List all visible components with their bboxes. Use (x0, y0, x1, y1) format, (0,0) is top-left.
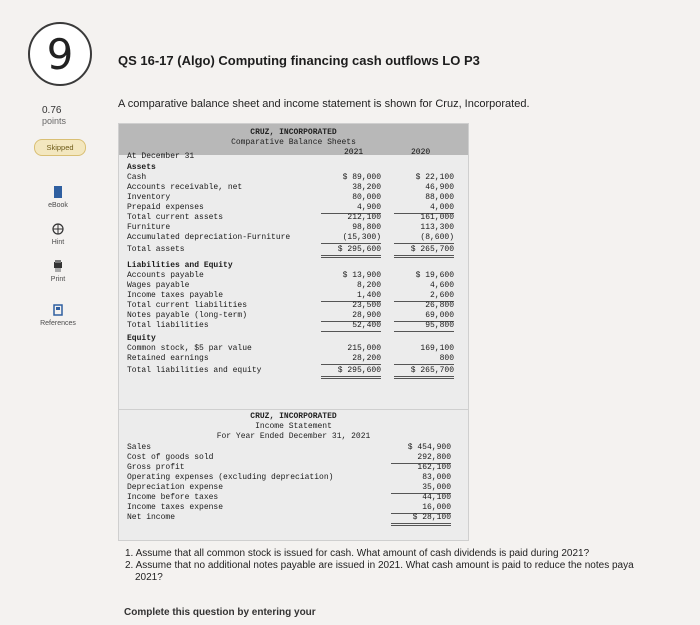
row-label: Total liabilities (127, 321, 209, 330)
row-label: Income taxes expense (127, 503, 224, 512)
value-2020: 4,000 (394, 203, 454, 214)
print-icon (52, 259, 64, 273)
value: $ 28,100 (391, 513, 451, 526)
balance-sheet-title: Comparative Balance Sheets (231, 138, 356, 147)
value-2020: 800 (394, 354, 454, 365)
value-2020: 4,600 (429, 281, 454, 290)
row-label: Cost of goods sold (127, 453, 214, 462)
value-2020: $ 265,700 (394, 245, 454, 258)
row-label: Operating expenses (excluding depreciation) (127, 473, 334, 482)
value-2020: 161,000 (420, 213, 454, 222)
book-icon (52, 185, 64, 199)
row-label: Accumulated depreciation-Furniture (127, 233, 291, 242)
question-intro: A comparative balance sheet and income statement is shown for Cruz, Incorporated. (118, 98, 530, 110)
value-2021: $ 295,600 (321, 245, 381, 258)
value-2020: (8,600) (394, 233, 454, 244)
value-2020: $ 19,600 (415, 271, 454, 280)
value-2020: $ 265,700 (394, 366, 454, 379)
status-badge: Skipped (34, 139, 86, 156)
balance-sheet-company: CRUZ, INCORPORATED (250, 128, 337, 137)
balance-sheet-year-2021: 2021 (344, 148, 364, 157)
value-2021: 38,200 (352, 183, 381, 192)
row-label: Equity (127, 334, 156, 343)
row-label: Notes payable (long-term) (127, 311, 248, 320)
value-2021: $ 295,600 (321, 366, 381, 379)
value-2021: $ 13,900 (342, 271, 381, 280)
row-label: Assets (127, 163, 156, 172)
value-2020: 113,300 (420, 223, 454, 232)
value: 35,000 (391, 483, 451, 494)
row-label: Prepaid expenses (127, 203, 204, 212)
row-label: Depreciation expense (127, 483, 224, 492)
balance-sheet-date-label: At December 31 (127, 152, 195, 161)
references-icon (52, 303, 64, 317)
value-2021: 28,200 (321, 354, 381, 365)
tool-label: References (40, 320, 76, 327)
value-2021: (15,300) (321, 233, 381, 244)
row-label: Accounts payable (127, 271, 204, 280)
row-label: Total current assets (127, 213, 224, 222)
value-2021: 80,000 (352, 193, 381, 202)
row-label: Accounts receivable, net (127, 183, 243, 192)
row-label: Total assets (127, 245, 185, 254)
income-statement-company: CRUZ, INCORPORATED (250, 412, 337, 421)
row-label: Total current liabilities (127, 301, 248, 310)
row-label: Inventory (127, 193, 171, 202)
row-label: Wages payable (127, 281, 190, 290)
points-value: 0.76 (42, 105, 62, 116)
points-panel (42, 105, 66, 126)
value-2021: 28,900 (321, 311, 381, 322)
question-prompts (125, 548, 695, 584)
row-label: Gross profit (127, 463, 185, 472)
row-label: Income taxes payable (127, 291, 224, 300)
balance-sheet-table (118, 123, 469, 410)
value: $ 454,900 (407, 443, 451, 452)
value-2021: 8,200 (356, 281, 381, 290)
value: 16,000 (391, 503, 451, 514)
income-statement-period: For Year Ended December 31, 2021 (216, 432, 371, 441)
value-2020: 46,900 (425, 183, 454, 192)
points-label: points (42, 116, 67, 126)
tool-label: eBook (48, 202, 68, 209)
income-statement-table (118, 409, 469, 541)
value: 292,800 (391, 453, 451, 464)
row-label: Retained earnings (127, 354, 209, 363)
value-2020: $ 22,100 (415, 173, 454, 182)
row-label: Net income (127, 513, 176, 522)
value-2021: 212,100 (347, 213, 381, 222)
value-2021: $ 89,000 (342, 173, 381, 182)
value-2020: 88,000 (425, 193, 454, 202)
row-label: Income before taxes (127, 493, 219, 502)
tool-print[interactable] (36, 259, 80, 283)
prompt-line: 1. Assume that all common stock is issued for cash. What amount of cash dividends is paid during 2021? (125, 548, 590, 559)
balance-sheet-year-2020: 2020 (411, 148, 431, 157)
value-2021: 1,400 (321, 291, 381, 302)
value: 83,000 (422, 473, 451, 482)
row-label: Total liabilities and equity (127, 366, 262, 375)
footer-instruction: Complete this question by entering your (124, 607, 316, 618)
row-label: Furniture (127, 223, 171, 232)
value-2021: 98,800 (352, 223, 381, 232)
value-2020: 69,000 (394, 311, 454, 322)
value-2021: 52,400 (321, 321, 381, 332)
value-2020: 169,100 (420, 344, 454, 353)
value-2021: 4,900 (321, 203, 381, 214)
row-label: Liabilities and Equity (127, 261, 233, 270)
value-2020: 95,800 (394, 321, 454, 332)
tool-references[interactable] (36, 303, 80, 327)
question-title: QS 16-17 (Algo) Computing financing cash outflows LO P3 (118, 53, 480, 68)
prompt-line: 2. Assume that no additional notes payable are issued in 2021. What cash amount is paid to reduce the notes paya (125, 560, 634, 571)
tool-label: Print (50, 276, 66, 283)
globe-icon (52, 222, 64, 236)
value: 162,100 (417, 463, 451, 472)
value: 44,100 (422, 493, 451, 502)
tool-label: Hint (51, 239, 65, 246)
row-label: Common stock, $5 par value (127, 344, 252, 353)
question-number: 9 (28, 22, 92, 86)
prompt-line: 2021? (135, 572, 163, 583)
value-2020: 26,800 (425, 301, 454, 310)
income-statement-title: Income Statement (255, 422, 332, 431)
value-2021: 23,500 (352, 301, 381, 310)
value-2021: 215,000 (347, 344, 381, 353)
row-label: Cash (127, 173, 147, 182)
value-2020: 2,600 (394, 291, 454, 302)
tool-ebook[interactable] (36, 185, 80, 209)
tool-hint[interactable] (36, 222, 80, 246)
row-label: Sales (127, 443, 152, 452)
